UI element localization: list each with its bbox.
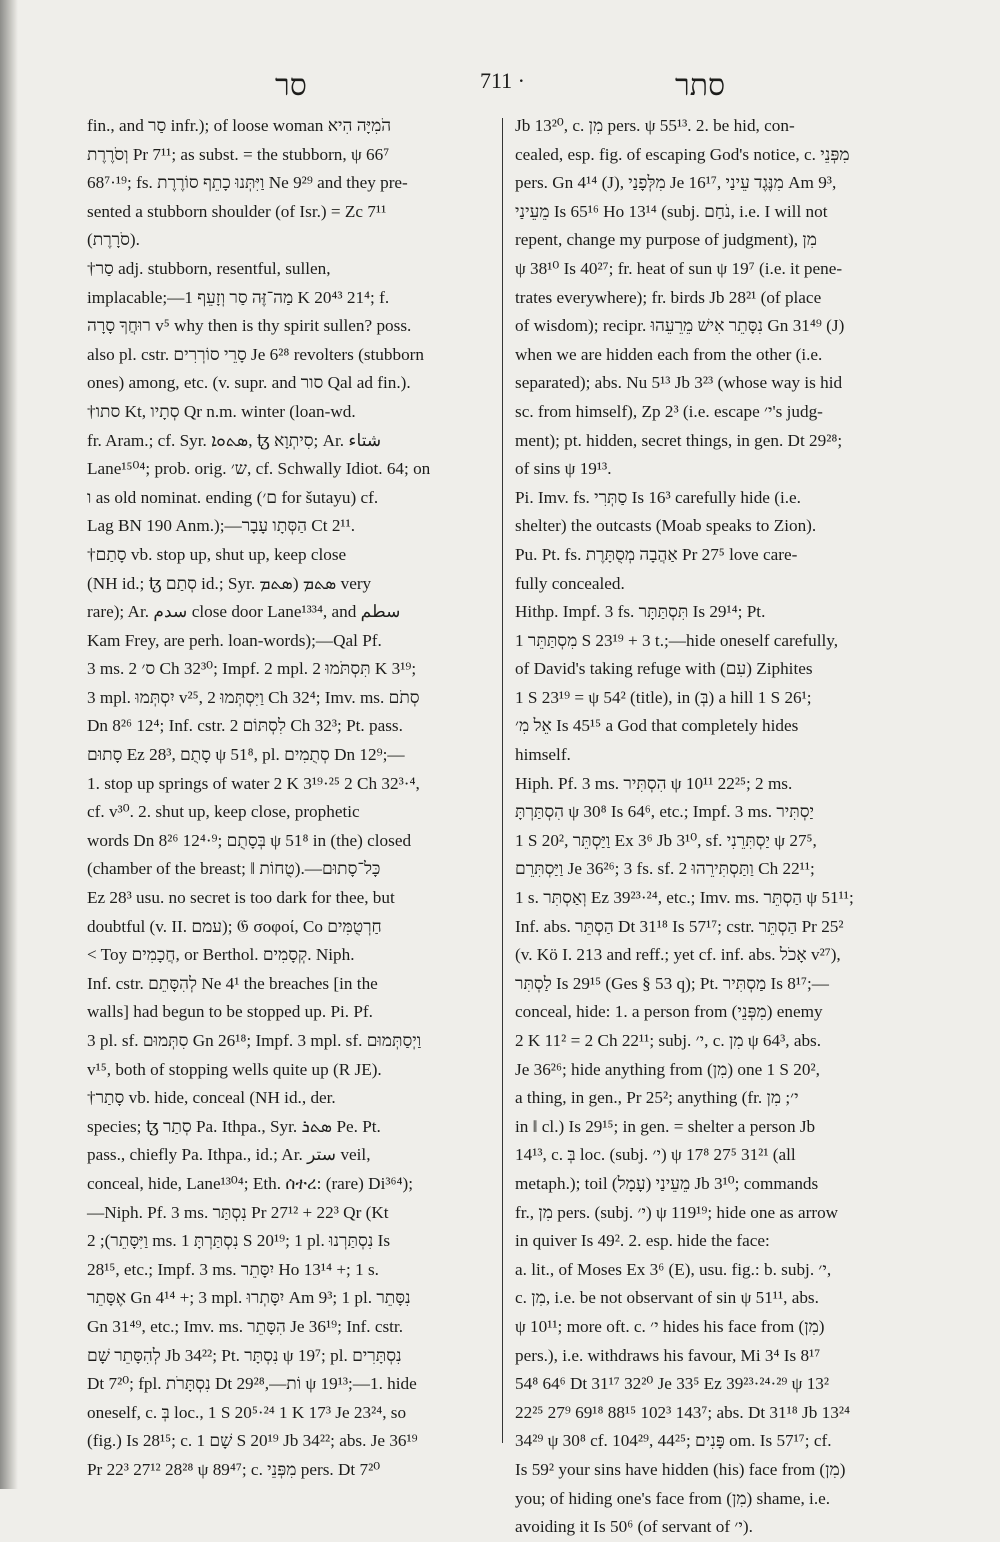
text-line: 1 s. וְאַסְתִּר Ez 39²³·²⁴, etc.; Imv. ms. הַסְתֵּר ψ 51¹¹; bbox=[515, 888, 854, 908]
text-line: Inf. cstr. לְהִסָּתֵם Ne 4¹ the breaches [in the bbox=[87, 973, 378, 993]
text-line: וַיִּסָּתֵר); 2 ms. נִסְתַּרְתָּ 1 S 20¹⁹; 1 pl. נִסְתַּרְנוּ Is bbox=[87, 1231, 391, 1251]
text-line: 3 pl. sf. סִתְּמוּם Gn 26¹⁸; Impf. 3 mpl. sf. וַיְסַתְּמוּם bbox=[87, 1031, 422, 1050]
text-line: < Toy חֲכָמִים, or Berthol. קְסָמִים. Niph. bbox=[87, 945, 355, 965]
text-line: Ez 28³ usu. no secret is too dark for thee, but bbox=[87, 888, 395, 908]
book-binding-shadow bbox=[0, 0, 18, 1489]
left-column bbox=[87, 112, 477, 1479]
text-line: †סתו Kt, סְתָיו Qr n.m. winter (loan-wd. bbox=[87, 401, 356, 421]
text-line: Pr 22³ 27¹² 28²⁸ ψ 89⁴⁷; c. מִפְּנֵי pers. Dt 7²⁰ bbox=[87, 1459, 381, 1479]
text-line: Jb 13²⁰, c. מִן pers. ψ 55¹³. 2. be hid, con- bbox=[515, 116, 795, 135]
text-line: sc. from himself), Zp 2³ (i.e. escape י׳'s judg- bbox=[515, 401, 823, 421]
text-line: Is 59² your sins have hidden (his) face from (מִן) bbox=[515, 1459, 846, 1479]
text-line: (v. Kö I. 213 and reff.; yet cf. inf. abs. אָכֹל v²⁷), bbox=[515, 945, 841, 965]
text-line: c. מִן, i.e. be not observant of sin ψ 51¹¹, abs. bbox=[515, 1288, 819, 1308]
text-line: 1. stop up springs of water 2 K 3¹⁹·²⁵ 2 Ch 32³·⁴, bbox=[87, 773, 420, 793]
text-line: you; of hiding one's face from (מִן) shame, i.e. bbox=[515, 1488, 831, 1508]
text-line: in quiver Is 49². 2. esp. hide the face: bbox=[515, 1231, 770, 1251]
text-line: 3 mpl. יִסְתְּמוּ v²⁵, וַיִּסְתְּמוּ 2 Ch 32⁴; Imv. ms. סְתֹם bbox=[87, 687, 420, 707]
text-line: Dn 8²⁶ 12⁴; Inf. cstr. לִסְתּוֹם 2 Ch 32³; Pt. pass. bbox=[87, 716, 403, 736]
text-line: 2 K 11² = 2 Ch 22¹¹; subj. י׳, c. מִן ψ 64³, abs. bbox=[515, 1031, 822, 1050]
text-line: 1 S 23¹⁹ = ψ 54² (title), in (בְּ) a hill 1 S 26¹; bbox=[515, 687, 812, 707]
text-line: metaph.); toil (עָמָל) מֵעֵינַי Jb 3¹⁰; commands bbox=[515, 1173, 819, 1193]
text-line: הִסְתַּרְתָּ ψ 30⁸ Is 64⁶, etc.; Impf. 3 ms. יַסְתִּיר bbox=[515, 802, 815, 822]
text-line: of David's taking refuge with (עִם) Ziphites bbox=[515, 659, 813, 679]
text-line: Dt 7²⁰; fpl. נִסְתָּרֹת Dt 29²⁸,—וֹת ψ 19¹³;—1. hide bbox=[87, 1374, 417, 1394]
text-line: Kam Frey, are perh. loan-words);—Qal Pf. bbox=[87, 630, 382, 650]
running-head bbox=[60, 62, 940, 106]
text-line: 22²⁵ 27⁹ 69¹⁸ 88¹⁵ 102³ 143⁷; abs. Dt 31¹⁸ Jb 13²⁴ bbox=[515, 1402, 850, 1422]
running-head-right: סתר bbox=[675, 68, 726, 103]
text-line: fr. Aram.; cf. Syr. ܣܬܘܐ, ꜩ סִיתְוָא; Ar. شتاء bbox=[87, 430, 382, 450]
text-line: (NH id.; ꜩ סְתַם id.; Syr. ܣܬܡ (ܣܬܡ very bbox=[87, 573, 372, 593]
text-line: 54⁸ 64⁶ Dt 31¹⁷ 32²⁰ Je 33⁵ Ez 39²³·²⁴·²⁹ ψ 13² bbox=[515, 1374, 830, 1394]
text-line: Gn 31⁴⁹, etc.; Imv. ms. הִסָּתֵר Je 36¹⁹; Inf. cstr. bbox=[87, 1316, 404, 1336]
text-line: trates everywhere); fr. birds Jb 28²¹ (of place bbox=[515, 287, 822, 307]
text-line: species; ꜩ סְתַר Pa. Ithpa., Syr. ܣܬܪ Pe. Pt. bbox=[87, 1116, 381, 1136]
text-line: (chamber of the breast; ‖ טֻחוֹת).—כָּל־סָתוּם bbox=[87, 859, 381, 879]
text-line: סָתוּם Ez 28³, סָתֻם ψ 51⁸, pl. סְתֻמִים Dn 12⁹;— bbox=[87, 745, 405, 765]
text-line: ו as old nominat. ending (ם׳ for šutayu) cf. bbox=[87, 487, 379, 507]
text-line: —Niph. Pf. 3 ms. נִסְתַּר Pr 27¹² + 22³ Qr (Kt bbox=[87, 1202, 389, 1222]
text-line: 3 ms. ס׳ 2 Ch 32³⁰; Impf. 2 mpl. תִּסְתֹּמוּ 2 K 3¹⁹; bbox=[87, 659, 417, 679]
text-line: conceal, hide, Lane¹³⁰⁴; Eth. ሰተረ: (rare) Di³⁶⁴); bbox=[87, 1173, 413, 1193]
text-line: separated); abs. Nu 5¹³ Jb 3²³ (whose way is hid bbox=[515, 373, 843, 393]
text-line: when we are hidden each from the other (i.e. bbox=[515, 344, 823, 364]
text-line: †סָתַר vb. hide, conceal (NH id., der. bbox=[87, 1088, 336, 1108]
text-line: ment); pt. hidden, secret things, in gen. Dt 29²⁸; bbox=[515, 430, 843, 450]
text-line: also pl. cstr. סָרֵי סוֹרְרִים Je 6²⁸ revolters (stubborn bbox=[87, 344, 425, 364]
text-line: of wisdom); recipr. נִסָּתֵר אִישׁ מֵרֵעֵהוּ Gn 31⁴⁹ (J) bbox=[515, 316, 845, 336]
text-line: וַיַּסְתִּרֵם Je 36²⁶; 3 fs. sf. וַתַּסְתִּירֵהוּ 2 Ch 22¹¹; bbox=[515, 859, 815, 879]
text-line: a thing, in gen., Pr 25²; anything (fr. י׳; מִן bbox=[515, 1088, 799, 1108]
text-line: 14¹³, c. בְּ loc. (subj. י׳) ψ 17⁸ 27⁵ 31²¹ (all bbox=[515, 1145, 796, 1165]
text-line: רוּחֲךָ סָרָה v⁵ why then is thy spirit sullen? poss. bbox=[87, 316, 412, 336]
text-line: Lane¹⁵⁰⁴; prob. orig. ש׳, cf. Schwally Idiot. 64; on bbox=[87, 459, 431, 479]
text-line: pers.), i.e. withdraws his favour, Mi 3⁴ Is 8¹⁷ bbox=[515, 1345, 821, 1365]
running-head-left: סר bbox=[275, 68, 307, 103]
text-line: 28¹⁵, etc.; Impf. 3 ms. יִסָּתֵר Ho 13¹⁴ +; 1 s. bbox=[87, 1259, 379, 1279]
text-line: doubtful (v. II. עמם); 𝔊 σοφοί, Co חַרְטֻמִּים bbox=[87, 916, 382, 936]
text-line: Hithp. Impf. 3 fs. תִּסְתַּתָּר Is 29¹⁴; Pt. bbox=[515, 602, 766, 622]
page-number: 711 · bbox=[480, 68, 526, 93]
text-line: Je 36²⁶; hide anything from (מִן) one 1 S 20², bbox=[515, 1059, 820, 1079]
text-line: Hiph. Pf. 3 ms. הִסְתִּיר ψ 10¹¹ 22²⁵; 2 ms. bbox=[515, 773, 793, 793]
text-line: in ‖ cl.) Is 29¹⁵; in gen. = shelter a person Jb bbox=[515, 1116, 816, 1136]
text-line: oneself, c. בְּ loc., 1 S 20⁵·²⁴ 1 K 17³ Je 23²⁴, so bbox=[87, 1402, 407, 1422]
text-line: words Dn 8²⁶ 12⁴·⁹; בְּסָתֻם ψ 51⁸ in (the) closed bbox=[87, 830, 412, 850]
text-line: וְסֹרֶרֶת Pr 7¹¹; as subst. = the stubborn, ψ 66⁷ bbox=[87, 144, 390, 164]
text-line: shelter) the outcasts (Moab speaks to Zion). bbox=[515, 516, 817, 536]
text-line: pers. Gn 4¹⁴ (J), מִלְּפָנַי Je 16¹⁷, מִנֶּגֶד עֵינַי Am 9³, bbox=[515, 173, 837, 193]
text-line: sented a stubborn shoulder (of Isr.) = Zc 7¹¹ bbox=[87, 201, 387, 221]
text-line: cf. v³⁰. 2. shut up, keep close, prophetic bbox=[87, 802, 360, 822]
column-rule bbox=[502, 118, 503, 1443]
text-line: v¹⁵, both of stopping wells quite up (R JE). bbox=[87, 1059, 382, 1079]
text-line: לַסְתִּר Is 29¹⁵ (Ges § 53 q); Pt. מַסְתִּיר Is 8¹⁷;— bbox=[515, 973, 829, 993]
text-line: †סָתַם vb. stop up, shut up, keep close bbox=[87, 544, 347, 564]
text-line: 68⁷·¹⁹; fs. וַיִּתְּנוּ כָתֵף סוֹרֶרֶת Ne 9²⁹ and they pre- bbox=[87, 173, 408, 193]
right-column bbox=[515, 112, 905, 1537]
text-line: אֶסָּתֵר Gn 4¹⁴ +; 3 mpl. יִסָּתְרוּ Am 9³; 1 pl. נִסָּתֵר bbox=[87, 1288, 411, 1308]
text-line: of sins ψ 19¹³. bbox=[515, 459, 612, 479]
text-line: ψ 10¹¹; more oft. c. י׳ hides his face from (מִן) bbox=[515, 1316, 825, 1336]
text-line: ψ 38¹⁰ Is 40²⁷; fr. heat of sun ψ 19⁷ (i.e. it pene- bbox=[515, 258, 843, 278]
text-line: repent, change my purpose of judgment), מִן bbox=[515, 230, 817, 250]
text-line: (סֹרָרֶת). bbox=[87, 230, 140, 250]
text-line: ones) among, etc. (v. supr. and סור Qal ad fin.). bbox=[87, 373, 411, 393]
text-line: Pi. Imv. fs. סַתְּרִי Is 16³ carefully hide (i.e. bbox=[515, 487, 801, 507]
text-line: cealed, esp. fig. of escaping God's notice, c. מִפְּנֵי bbox=[515, 144, 850, 164]
text-line: himself. bbox=[515, 745, 571, 765]
text-line: Inf. abs. הַסְתֵּר Dt 31¹⁸ Is 57¹⁷; cstr. הַסְתֵּר Pr 25² bbox=[515, 916, 844, 936]
text-line: מִסְתַּתֵּר 1 S 23¹⁹ + 3 t.;—hide oneself carefully, bbox=[515, 630, 839, 650]
text-line: conceal, hide: 1. a person from (מִפְּנֵי) enemy bbox=[515, 1002, 823, 1022]
text-line: 1 S 20², וַיַּסְתֵּר Ex 3⁶ Jb 3¹⁰, sf. יַסְתִּרֵנִי ψ 27⁵, bbox=[515, 830, 817, 850]
text-line: 34²⁹ ψ 30⁸ cf. 104²⁹, 44²⁵; פָּנִים om. Is 57¹⁷; cf. bbox=[515, 1431, 832, 1451]
text-line: pass., chiefly Pa. Ithpa., id.; Ar. ستر veil, bbox=[87, 1145, 371, 1165]
text-line: fin., and סַר infr.); of loose woman הֹמִיָּה הִיא bbox=[87, 116, 392, 135]
text-line: Lag BN 190 Anm.);—הַסְּתָו עָבָר Ct 2¹¹. bbox=[87, 516, 356, 536]
text-line: rare); Ar. سدم close door Lane¹³³⁴, and سطم bbox=[87, 602, 401, 622]
text-line: a. lit., of Moses Ex 3⁶ (E), usu. fig.: b. subj. י׳, bbox=[515, 1259, 832, 1279]
text-line: אֵל מִ׳ Is 45¹⁵ a God that completely hides bbox=[515, 716, 799, 736]
dictionary-page bbox=[60, 62, 940, 1537]
text-line: avoiding it Is 50⁶ (of servant of י׳). bbox=[515, 1517, 753, 1537]
text-line: Pu. Pt. fs. אַהֲבָה מְסֻתָּרֶת Pr 27⁵ love care- bbox=[515, 544, 798, 564]
text-line: fr., מִן pers. (subj. י׳) ψ 119¹⁹; hide one as arrow bbox=[515, 1202, 839, 1222]
text-line: לְהִסָּתֵר שָׁם Jb 34²²; Pt. נִסְתָּר ψ 19⁷; pl. נִסְתָּרִים bbox=[87, 1345, 402, 1365]
text-line: fully concealed. bbox=[515, 573, 625, 593]
text-line: implacable;—מַה־זֶּה סַר וְזָעֵף 1 K 20⁴³ 21⁴; f. bbox=[87, 287, 390, 307]
text-line: (fig.) Is 28¹⁵; c. שָׁם 1 S 20¹⁹ Jb 34²²; abs. Je 36¹⁹ bbox=[87, 1431, 418, 1451]
text-line: walls] had begun to be stopped up. Pi. Pf. bbox=[87, 1002, 373, 1022]
text-line: מֵעֵינַי Is 65¹⁶ Ho 13¹⁴ (subj. נֹחַם, i.e. I will not bbox=[515, 201, 828, 221]
text-line: †סַר adj. stubborn, resentful, sullen, bbox=[87, 258, 331, 278]
